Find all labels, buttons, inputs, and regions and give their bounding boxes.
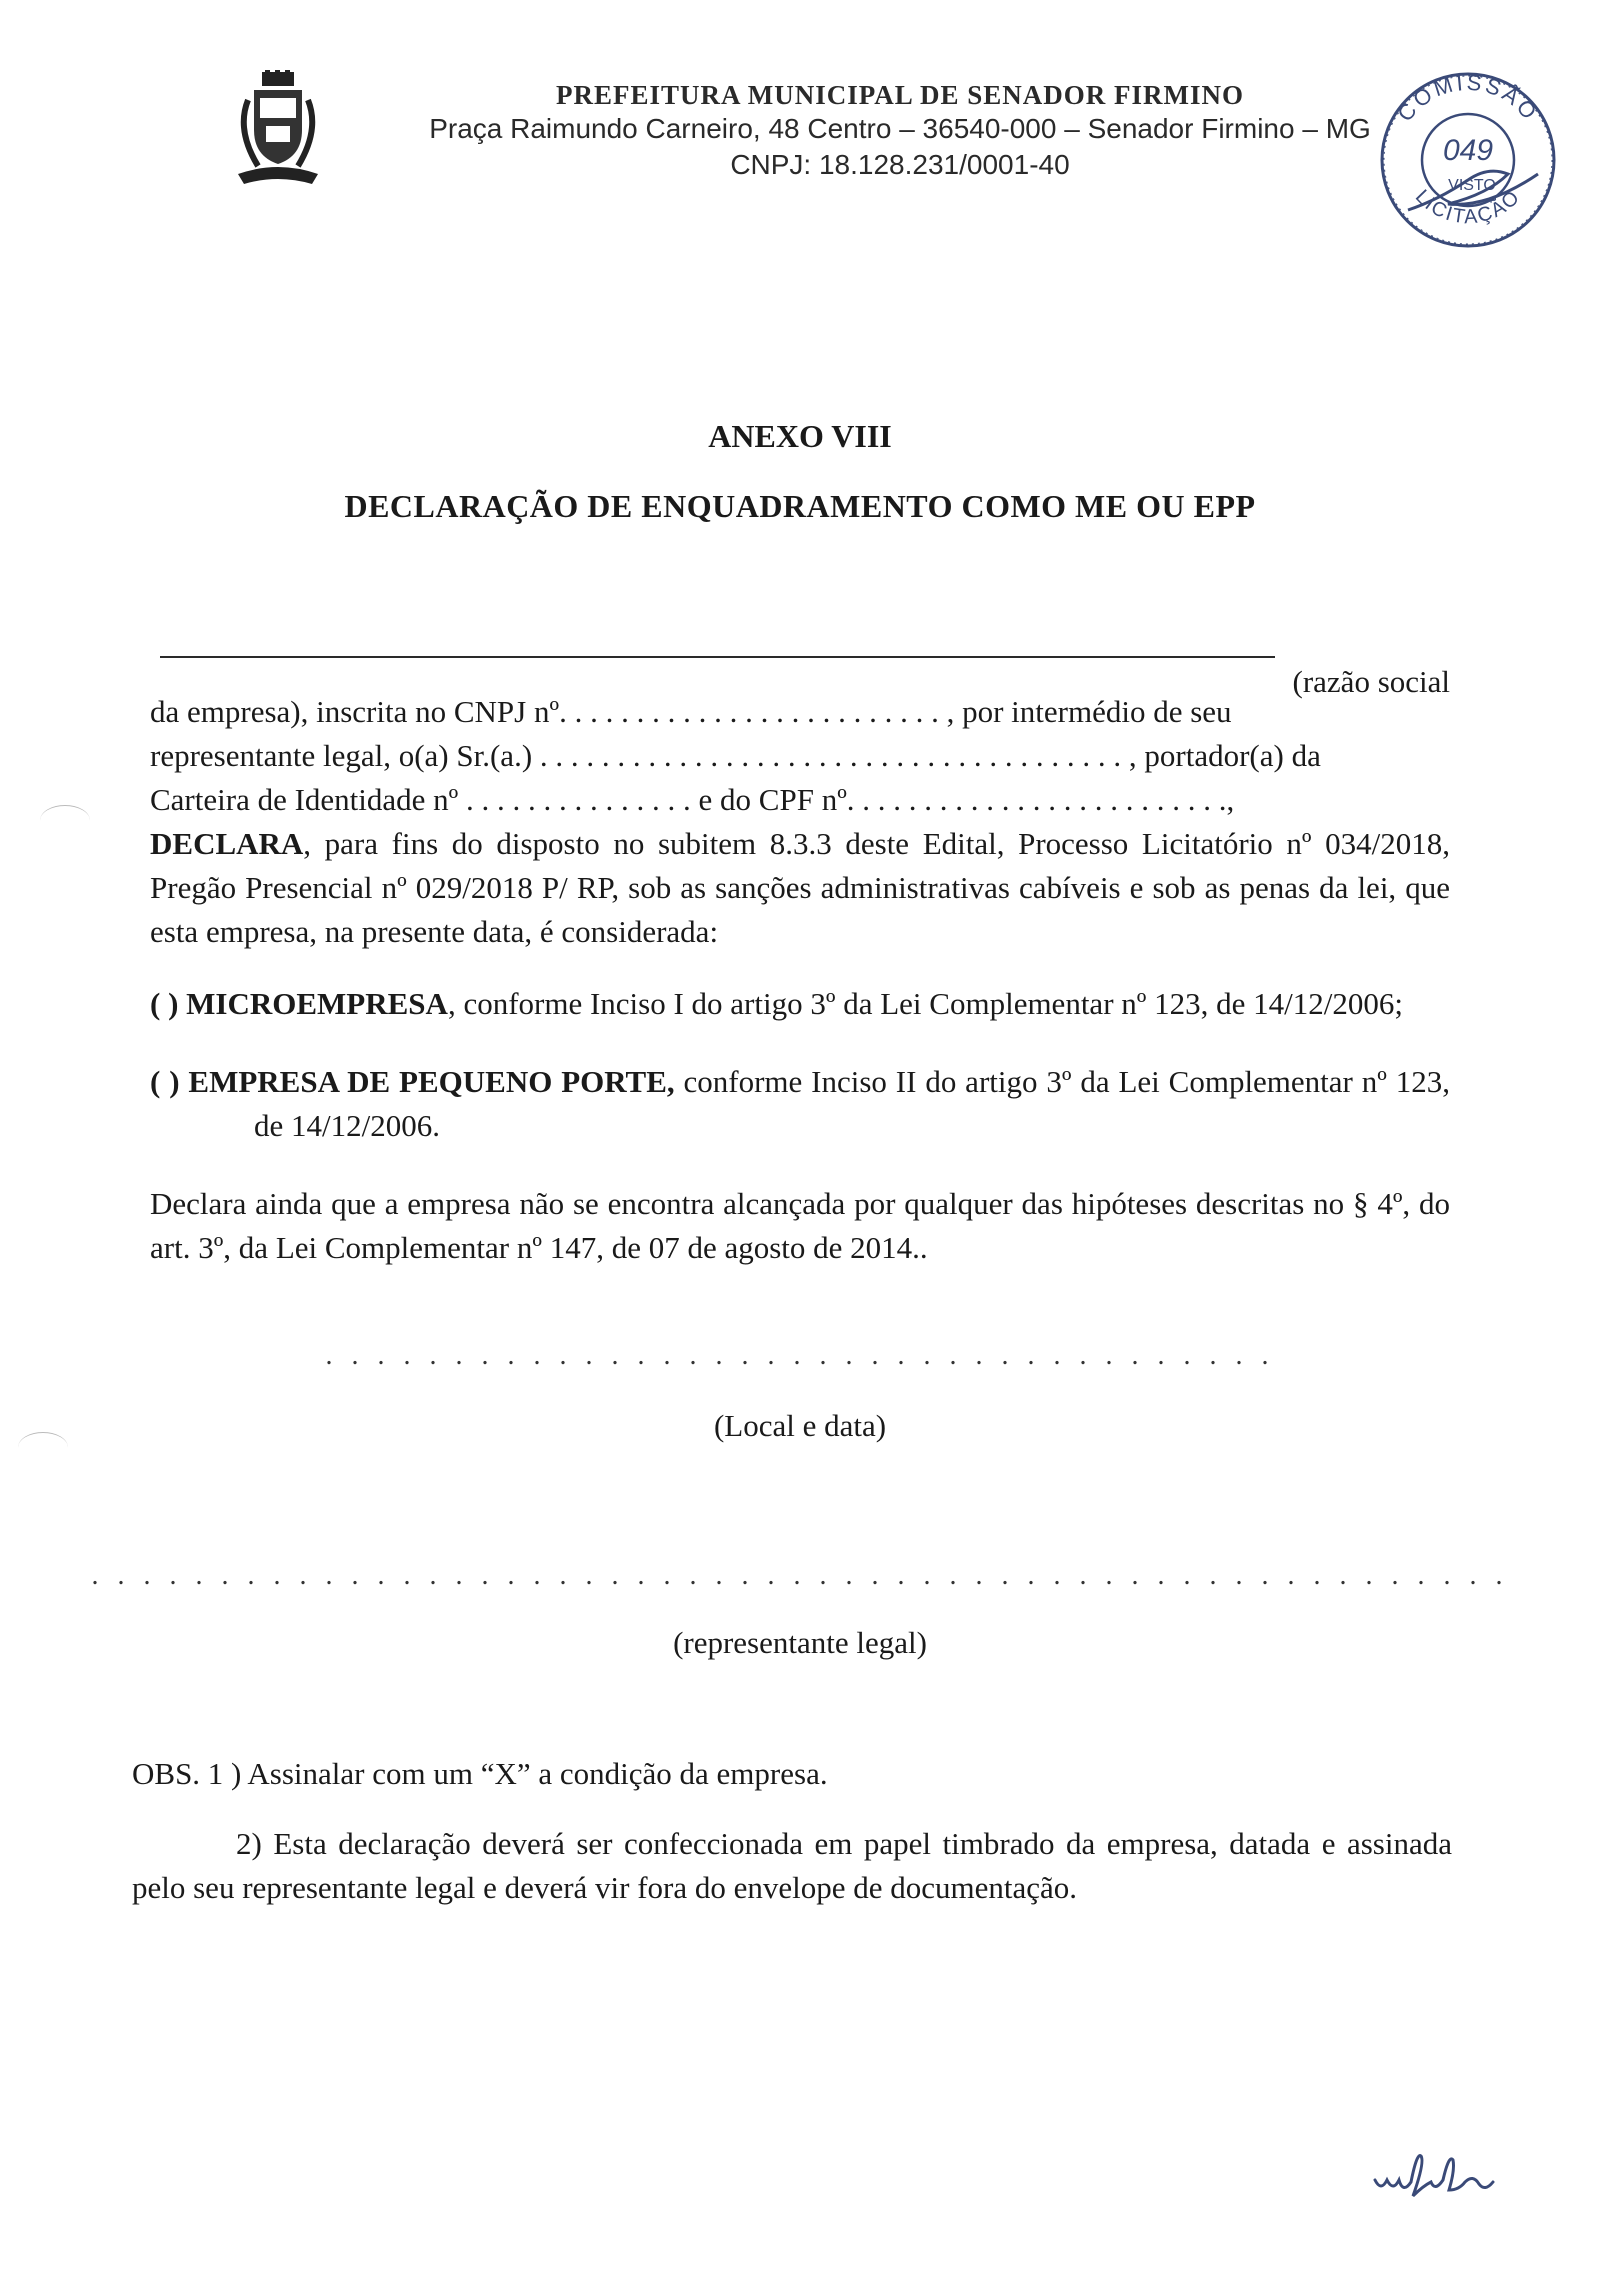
svg-text:COMISSÃO <box>1392 70 1543 127</box>
identity-text: Carteira de Identidade nº . . . . . . . . . . . . . . . e do CPF nº. . . . . . . . . . . . . . . . . . . . . . . . ., <box>150 782 1235 817</box>
option-epp <box>150 1060 1450 1148</box>
company-name-line <box>150 640 1450 699</box>
declara-word: DECLARA <box>150 826 304 861</box>
letterhead <box>0 60 1600 229</box>
cnpj-text: da empresa), inscrita no CNPJ nº. . . . . . . . . . . . . . . . . . . . . . . . . , por intermédio de seu <box>150 694 1232 729</box>
letterhead-text <box>420 80 1380 183</box>
option-microempresa <box>150 982 1450 1026</box>
handwritten-initials <box>1370 2140 1550 2210</box>
additional-declaration: Declara ainda que a empresa não se encontra alcançada por qualquer das hipóteses descritas no § 4º, do art. 3º, da Lei Complementar nº 147, de 07 de agosto de 2014.. <box>150 1186 1450 1265</box>
representative-signature-field: . . . . . . . . . . . . . . . . . . . . . . . . . . . . . . . . . . . . . . . . . . . . . . . . . . . . . . . <box>91 1560 1509 1591</box>
company-name-field <box>160 656 1275 658</box>
declara-paragraph <box>150 822 1450 954</box>
coat-of-arms-icon <box>232 70 324 188</box>
annex-title: ANEXO VIII <box>708 418 892 454</box>
scan-mark <box>40 805 90 836</box>
address-line: Praça Raimundo Carneiro, 48 Centro – 36540-000 – Senador Firmino – MG <box>429 113 1371 144</box>
stamp-middle-text: VISTO <box>1448 177 1496 194</box>
obs-note-1: OBS. 1 ) Assinalar com um “X” a condição da empresa. <box>132 1756 828 1791</box>
stamp-top-text: COMISSÃO <box>1392 69 1544 127</box>
razao-social-label: (razão social <box>1292 664 1450 699</box>
epp-text: conforme Inciso II do artigo 3º da Lei Complementar nº 123, de 14/12/2006. <box>254 1064 1450 1143</box>
epp-label: EMPRESA DE PEQUENO PORTE, <box>188 1064 675 1099</box>
declaration-body <box>150 640 1450 1270</box>
declaration-title: DECLARAÇÃO DE ENQUADRAMENTO COMO ME OU EPP <box>344 488 1256 524</box>
representative-line <box>150 734 1450 778</box>
declara-text: , para fins do disposto no subitem 8.3.3 deste Edital, Processo Licitatório nº 034/2018, Pregão Presencial nº 029/2018 P/ RP, sob as sanções administrativas cabíveis e sob as penas da lei, que esta empresa, na presente data, é considerada: <box>150 826 1450 949</box>
microempresa-checkbox[interactable]: ( ) <box>150 986 179 1021</box>
obs-note-2: 2) Esta declaração deverá ser confeccionada em papel timbrado da empresa, datada e assinada pelo seu representante legal e deverá vir fora do envelope de documentação. <box>132 1826 1452 1905</box>
local-date-label: (Local e data) <box>713 1408 887 1443</box>
local-date-field: . . . . . . . . . . . . . . . . . . . . . . . . . . . . . . . . . . . . . <box>325 1340 1275 1371</box>
representative-label: (representante legal) <box>673 1625 927 1660</box>
cnpj-line <box>150 690 1450 734</box>
epp-checkbox[interactable]: ( ) <box>150 1064 180 1099</box>
scan-mark <box>18 1432 68 1463</box>
municipality-name: PREFEITURA MUNICIPAL DE SENADOR FIRMINO <box>555 80 1245 110</box>
cnpj-line: CNPJ: 18.128.231/0001-40 <box>730 149 1070 180</box>
microempresa-label: MICROEMPRESA <box>186 986 448 1021</box>
microempresa-text: , conforme Inciso I do artigo 3º da Lei Complementar nº 123, de 14/12/2006; <box>447 986 1403 1021</box>
identity-line <box>150 778 1450 822</box>
representative-text: representante legal, o(a) Sr.(a.) . . . . . . . . . . . . . . . . . . . . . . . . . . . . . . . . . . . . . . , portador(a) da <box>150 738 1321 773</box>
stamp-bottom-text: LICITAÇÃO <box>1410 185 1526 229</box>
stamp-number: 049 <box>1442 134 1494 167</box>
commission-stamp <box>1368 60 1568 260</box>
